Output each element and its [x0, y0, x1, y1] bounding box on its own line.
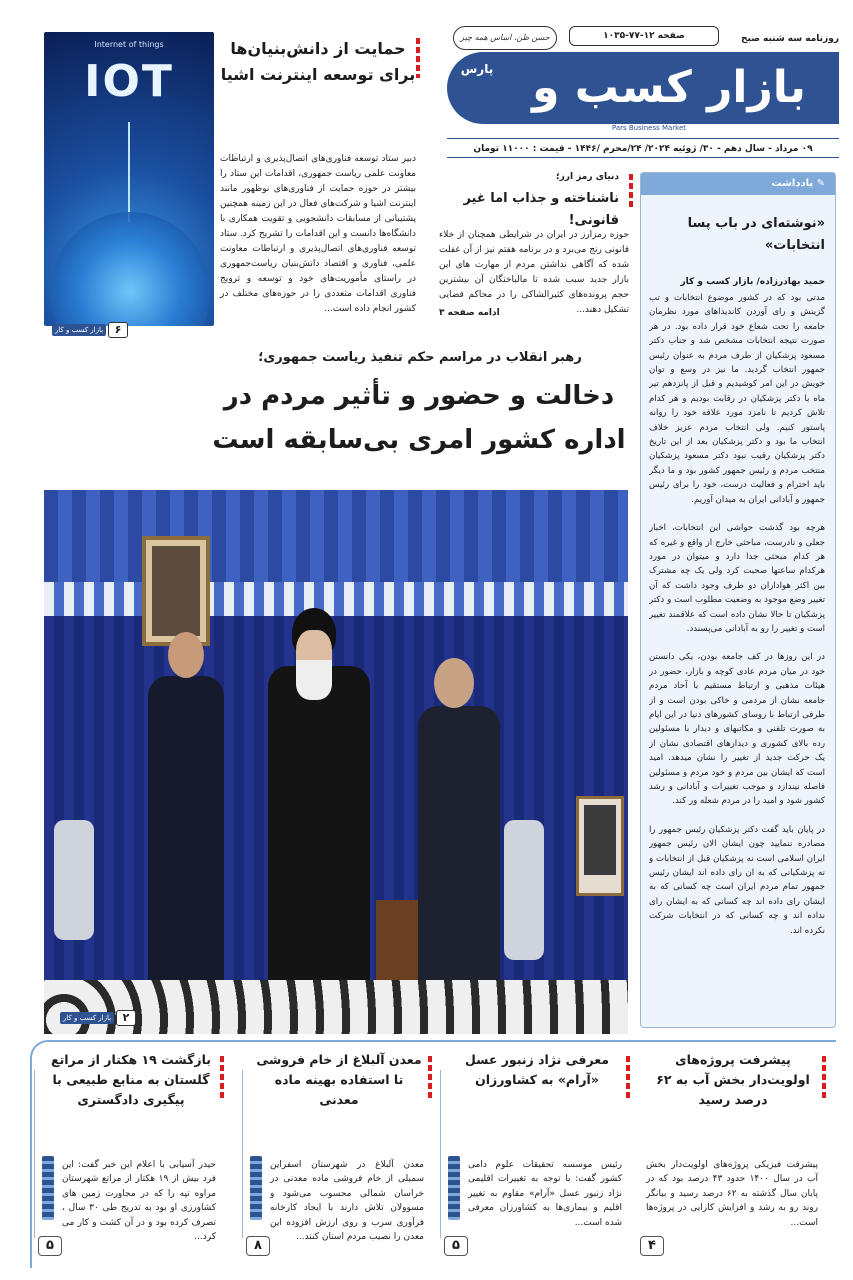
editorial-paragraph: هرچه بود گذشت حواشی این انتخابات، اخبار جعلی و نادرست، مباحثی خارج از واقع و غیره که هر کدام مبحثی جدا دارد و میتوان در مورد هرکدام ساعتها صحبت کرد ولی یک چه مشترک بین اکثر هواداران دو طرف وجود داشت که آن تغییر وضع موجود به وضعیت مطلوب است و دکتر پزشکیان تا حالا نشان داده است که علاقمند تغییر است و تغییر را رو به آبادانی می‌پسندد. — [649, 523, 825, 634]
globe-icon — [50, 212, 210, 326]
red-accent-bar — [220, 1056, 224, 1098]
editorial-column — [640, 172, 836, 1028]
person-figure — [148, 676, 224, 996]
divider — [242, 1070, 243, 1238]
page-number[interactable]: ۴ — [640, 1236, 664, 1256]
lead-photo[interactable] — [44, 490, 628, 1034]
bottom-story[interactable] — [640, 1050, 826, 1258]
bottom-story-title[interactable]: معرفی نژاد زنبور عسل «آرام» به کشاورزان — [464, 1052, 610, 1087]
bottom-story-text: پیشرفت فیزیکی پروژه‌های اولویت‌دار بخش آب در سال ۱۴۰۰ حدود ۴۳ درصد بود که در پایان سال گذشته به ۶۲ درصد رسید و بیانگر روند رو به رشد و افزایش کارایی در پروژه‌ها است... — [646, 1160, 818, 1228]
editorial-header — [641, 173, 835, 195]
page-number: ۲ — [116, 1010, 136, 1026]
lead-page-badge[interactable] — [56, 1010, 136, 1026]
bottom-story-text: رئیس موسسه تحقیقات علوم دامی کشور گفت: با توجه به تغییرات اقلیمی نژاد زنبور عسل «آرام» مقاوم به تغییر اقلیم و بیماری‌ها به کشاورزان معرفی شده است... — [468, 1160, 622, 1228]
bottom-story-title[interactable]: معدن آلبلاغ از خام فروشی تا استفاده بهینه ماده معدنی — [256, 1052, 422, 1107]
weekday-label: روزنامه سه شنبه صبح — [741, 34, 839, 44]
page-label: بازار کسب و کار — [52, 324, 106, 336]
red-accent-bar — [416, 38, 420, 78]
person-head — [434, 658, 474, 708]
page-number: ۶ — [108, 322, 128, 338]
editorial-head-label: یادداشت — [771, 178, 814, 189]
chair — [54, 820, 94, 940]
iot-image — [44, 32, 214, 326]
editorial-paragraph: در پایان باید گفت دکتر پزشکیان رئیس جمهور را مصادره ننمایید چون ایشان الان رئیس جمهور ایران اسلامی است نه پزشکیان قبل از انتخابات و نه پزشکیانی که به ان رای داده اند ایشان رئیس جمهور تمام مردم ایران است چه کسانی که به ایشان رای داده اند چه کسانی که به ایشان رای نداده اند و چه کسانی که در انتخابات شرکت نکرده اند. — [649, 824, 825, 936]
lead-kicker: رهبر انقلاب در مراسم حکم تنفیذ ریاست جمهوری؛ — [258, 350, 582, 365]
editorial-paragraph: مدتی بود که در کشور موضوع انتخابات و تب گزینش و رای آوردن کاندیداهای مورد نظرمان جامعه را تحت شعاع خود قرار داده بود. در هر صورت نتیجه انتخابات مشخص شد و جناب دکتر مسعود پزشکیان از طرف مردم به عنوان رئیس جمهور انتخاب گردید. ما نیز در وسع و توان خویش در این امر کوشیدیم و قبل از پانزدهم تیر ماه با دکتر پزشکیان در رقابت بودیم و هر کدام تلاش کردیم تا نامزد مورد علاقه خود را روانه پاستور کنیم. ولی انتخاب مردم عزیز خلاف انتخاب ما بود و دکتر پزشکیان بعد از این تاریخ دکتر پزشکیان رقیب نبود دکتر مسعود پزشکیان منتخب مردم و رئیس جمهور کشور بود و ما دیگر باید احترام و فعالیت درست، خود را برای رئیس جمهور و آبادانی ایران به میدان آوریم. — [649, 293, 825, 505]
red-accent-bar — [629, 174, 633, 208]
red-accent-bar — [428, 1056, 432, 1098]
date-line: ۰۹ مرداد - سال دهم - ۳۰/ ژوئیه ۲۰۲۴/ ۲۴/محرم /۱۴۴۶ - قیمت : ۱۱۰۰۰ تومان — [447, 138, 839, 158]
bottom-story-title[interactable]: پیشرفت پروژه‌های اولویت‌دار بخش آب به ۶۲ درصد رسید — [656, 1052, 810, 1107]
logo-latin: Pars Business Market — [611, 124, 687, 132]
bottom-story[interactable] — [246, 1050, 432, 1258]
issue-number: ۱۰۳۵-۷۷-۱۲ صفحه — [569, 26, 719, 46]
iot-title[interactable]: حمایت از دانش‌بنیان‌ها برای توسعه اینترنت اشیا — [220, 39, 416, 84]
teaser-crypto[interactable] — [437, 172, 633, 322]
iot-image-title: IOT — [84, 56, 174, 107]
portrait-frame — [576, 796, 624, 896]
motto-badge: حسن ظن، اساس همه چیز — [453, 26, 557, 50]
person-head — [168, 632, 204, 678]
logo-pars: پارس — [460, 62, 494, 76]
crypto-kicker: دنیای رمز ارز؛ — [556, 172, 619, 182]
crypto-title[interactable]: ناشناخته و جذاب اما غیر قانونی! — [463, 191, 619, 228]
bottom-story-text: معدن آلبلاغ در شهرستان اسفراین سمبلی از خام فروشی ماده معدنی در خراسان شمالی محسوب می‌شود و مسوولان تلاش دارند با ایجاد کارخانه فرآوری سرب و روی ارزش افزوده این معدن را نصیب مردم استان کنند... — [270, 1160, 424, 1243]
editorial-title[interactable]: «نوشته‌ای در باب پسا انتخابات» — [687, 216, 825, 253]
brand-stamp-icon — [250, 1156, 262, 1220]
page-number[interactable]: ۵ — [38, 1236, 62, 1256]
person-beard — [296, 660, 332, 700]
red-accent-bar — [626, 1056, 630, 1098]
newspaper-logo: بازار کسب و — [532, 62, 806, 113]
teaser-iot[interactable] — [44, 32, 420, 338]
portrait-frame — [142, 536, 210, 646]
brand-stamp-icon — [42, 1156, 54, 1220]
bottom-story-title[interactable]: بازگشت ۱۹ هکتار از مراتع گلستان به منابع طبیعی با پیگیری دادگستری — [51, 1052, 211, 1107]
editorial-author: حمید بهادرزاده/ بازار کسب و کار — [680, 277, 825, 287]
page-number[interactable]: ۸ — [246, 1236, 270, 1256]
brand-stamp-icon — [448, 1156, 460, 1220]
masthead — [447, 24, 839, 164]
bottom-story[interactable] — [444, 1050, 630, 1258]
divider — [34, 1070, 35, 1238]
note-icon: ✎ — [813, 178, 825, 189]
lead-headline[interactable]: دخالت و حضور و تأثیر مردم در اداره کشور امری بی‌سابقه است — [212, 381, 626, 455]
iot-pole-graphic — [128, 122, 130, 222]
person-figure — [268, 666, 370, 1006]
crypto-text: حوزه رمزارز در ایران در شرایطی همچنان از خلاء قانونی رنج می‌برد و در برنامه هفتم نیز از آن غفلت شده که آگاهی نداشتن مردم از مهارت های این بازار جدید سبب شده تا مالباختگان آن بیشترین حجم پرونده‌های کثیرالشاکی را در محاکم قضایی تشکیل دهند... — [439, 230, 629, 315]
person-figure — [418, 706, 500, 1006]
editorial-paragraph: در این روزها در کف جامعه بودن، یکی دانستن خود در میان مردم عادی کوچه و بازار، حضور در هیئات مذهبی و ارتباط مستقیم با آحاد مردم جامعه نشان از مردمی و خاکی بودن است و از طرفی ارتباط با روسای کشورهای دنیا در این ایام به صورت تلفنی و مکاتبهای و دیدار با مسئولین رده بالای کشوری و دیدارهای اقتصادی نشان از یک حرکت جدید از تغییر را نشان میدهد. امید است که ایشان بین مردم و خود مردم و مسئولین فاصله نیندازد و موجب تغییرات و آبادانی و رشد کشور شود و امید را در مردم شعله ور کند. — [649, 652, 825, 807]
bottom-story[interactable] — [38, 1050, 224, 1258]
iot-page-badge[interactable] — [52, 322, 128, 338]
iot-image-caption: Internet of things — [94, 40, 164, 49]
page-number[interactable]: ۵ — [444, 1236, 468, 1256]
red-accent-bar — [822, 1056, 826, 1098]
chair — [504, 820, 544, 960]
iot-text: دبیر ستاد توسعه فناوری‌های اتصال‌پذیری و ارتباطات معاونت علمی ریاست جمهوری، اقدامات این ستاد را بیشتر در حوزه حمایت از فناوری‌های نوظهور مانند اینترنت اشیا و شرکت‌های فعال در این زمینه همچنین پشتیبانی از مسابقات دانشجویی و تقویت همکاری با دانشگاه‌ها دانست و این اقدامات را تشریح کرد. ستاد توسعه فناوری‌های اتصال‌پذیری و ارتباطات معاونت علمی، فناوری و اقتصاد دانش‌بنیان ریاست‌جمهوری در راستای مأموریت‌های خود و توسعه و ترویج فناوری اقدامات متعددی را در حوزه‌های مختلف در کشور انجام داده است... — [220, 154, 416, 314]
photo-ceiling — [44, 490, 628, 582]
photo-ceiling-band — [44, 582, 628, 616]
continue-link[interactable]: ادامه صفحه ۳ — [439, 308, 500, 318]
divider — [440, 1070, 441, 1238]
editorial-body — [649, 291, 825, 1021]
bottom-story-text: حیدر آسیابی با اعلام این خبر گفت: این فرد بیش از ۱۹ هکتار از مراتع شهرستان مراوه تپه را که در مجاورت زمین های کشاورزی او بود به تدریج طی ۳۰ سال ، تصرف کرده بود و در آن کشت و کار می کرد... — [62, 1160, 217, 1243]
logo-band — [447, 52, 839, 124]
page-label: بازار کسب و کار — [60, 1012, 114, 1024]
